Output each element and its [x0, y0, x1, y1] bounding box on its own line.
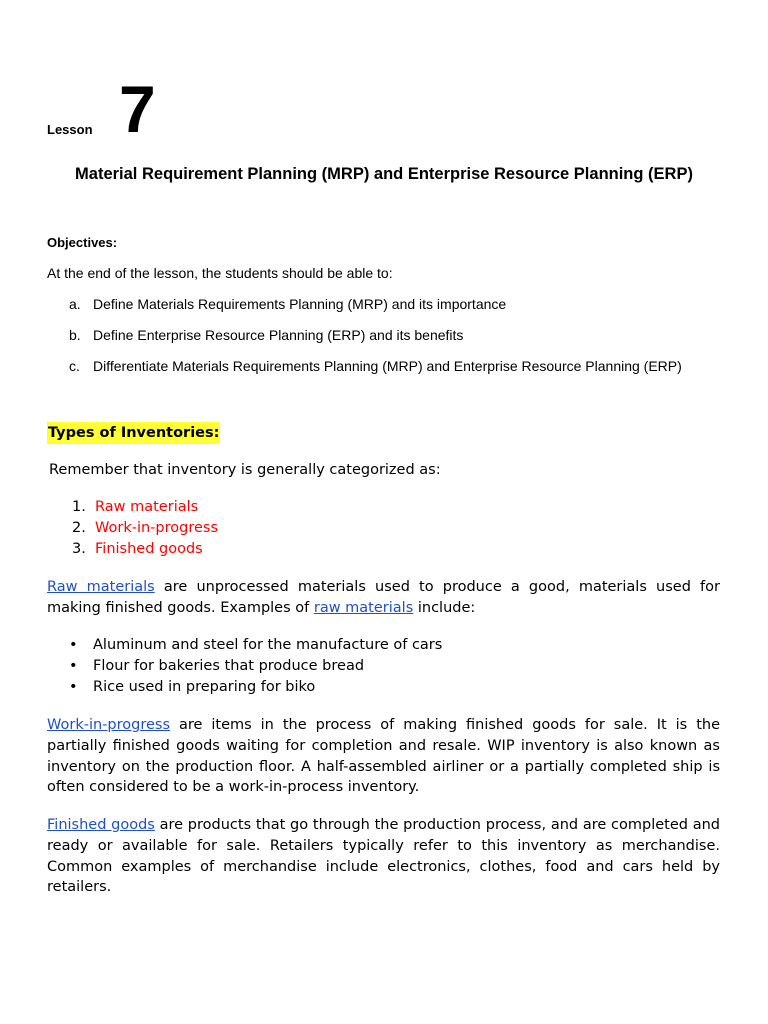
example-text: Aluminum and steel for the manufacture of cars: [93, 637, 443, 653]
finished-goods-paragraph: [47, 815, 720, 898]
inventory-type-item: [47, 518, 218, 539]
lesson-label: Lesson: [47, 122, 93, 137]
objectives-list: [47, 296, 737, 389]
bullet-icon: •: [69, 637, 78, 653]
objective-item: [47, 296, 737, 327]
list-number: 3.: [72, 541, 86, 557]
objective-text: Define Materials Requirements Planning (MRP) and its importance: [93, 296, 507, 312]
bullet-icon: •: [69, 679, 78, 695]
wip-paragraph: [47, 715, 720, 798]
raw-materials-examples: [47, 635, 442, 698]
finished-goods-text: are products that go through the production process, and are completed and ready or available for sale. Retailers typically refer to this inventory as merchandise. Common examples of merchandise include electronics, clothes, food and cars held by retailers.: [47, 817, 720, 896]
inventory-type-item: [47, 539, 218, 560]
objective-text: Differentiate Materials Requirements Planning (MRP) and Enterprise Resource Planning (ERP): [93, 358, 682, 374]
example-item: [47, 635, 442, 656]
raw-materials-paragraph: [47, 577, 720, 619]
inventory-type-item: [47, 497, 218, 518]
objective-item: [47, 327, 737, 358]
objective-marker: b.: [69, 327, 81, 343]
example-text: Flour for bakeries that produce bread: [93, 658, 365, 674]
inventory-type-label: Work-in-progress: [95, 520, 218, 536]
objectives-heading: Objectives:: [47, 235, 118, 250]
objective-text: Define Enterprise Resource Planning (ERP) and its benefits: [93, 327, 464, 343]
inventory-type-label: Raw materials: [95, 499, 199, 515]
lesson-number: 7: [119, 72, 156, 146]
wip-link[interactable]: Work-in-progress: [47, 717, 170, 733]
types-intro: Remember that inventory is generally categorized as:: [49, 462, 441, 478]
example-item: [47, 656, 442, 677]
list-number: 1.: [72, 499, 86, 515]
wip-text: are items in the process of making finished goods for sale. It is the partially finished goods waiting for completion and resale. WIP inventory is also known as inventory on the production floor. A half-assembled airliner or a partially completed ship is often considered to be a work-in-process inventory.: [47, 717, 720, 796]
objective-marker: c.: [69, 358, 80, 374]
raw-materials-text: are unprocessed materials used to produce a good, materials used for making finished goods. Examples of: [47, 579, 720, 616]
types-heading: Types of Inventories:: [47, 422, 220, 444]
raw-materials-text-end: include:: [413, 599, 476, 616]
objective-item: [47, 358, 737, 389]
objective-marker: a.: [69, 296, 81, 312]
document-title: Material Requirement Planning (MRP) and Enterprise Resource Planning (ERP): [75, 165, 693, 183]
inventory-type-label: Finished goods: [95, 541, 203, 557]
raw-materials-link-2[interactable]: raw materials: [313, 599, 414, 616]
raw-materials-link[interactable]: Raw materials: [47, 579, 155, 595]
objectives-intro: At the end of the lesson, the students should be able to:: [47, 265, 393, 281]
list-number: 2.: [72, 520, 86, 536]
inventory-types-list: [47, 497, 218, 560]
bullet-icon: •: [69, 658, 78, 674]
example-text: Rice used in preparing for biko: [93, 679, 316, 695]
finished-goods-link[interactable]: Finished goods: [47, 817, 155, 833]
example-item: [47, 677, 442, 698]
